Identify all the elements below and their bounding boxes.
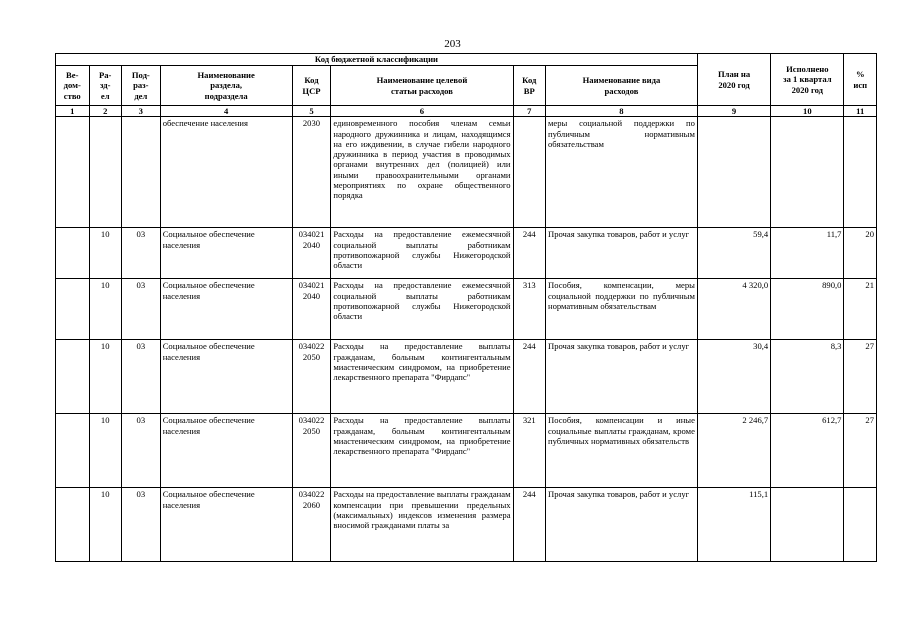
cell-target-article: Расходы на предоставление выплаты гражданам, больным контингентальным миастеническим синдромом, на приобретение лекарственного препарата "Фирдапс" — [331, 340, 513, 414]
cell-subsection: 03 — [121, 279, 160, 340]
cell-subsection — [121, 117, 160, 228]
cell-target-article: единовременного пособия членам семьи народного дружинника и лицам, находящимся на его иждивении, в случае гибели народного дружинника в период участия в проводимых органами внутренних дел (полицией) или иными правоохранительными органами мероприятиях по охране общественного порядка — [331, 117, 513, 228]
page-number: 203 — [444, 38, 461, 50]
column-number: 9 — [697, 106, 770, 117]
cell-csr-code: 034021 2040 — [292, 279, 331, 340]
cell-executed: 890,0 — [771, 279, 844, 340]
table-row — [56, 488, 877, 562]
cell-expense-type: Пособия, компенсации и иные социальные выплаты гражданам, кроме публичных нормативных обязательств — [545, 414, 697, 488]
header-plan — [697, 54, 770, 106]
column-number: 10 — [771, 106, 844, 117]
cell-plan — [697, 117, 770, 228]
cell-department — [56, 488, 90, 562]
cell-csr-code: 034022 2050 — [292, 414, 331, 488]
cell-section-name: Социальное обеспечение населения — [160, 414, 292, 488]
cell-percent — [844, 117, 877, 228]
cell-vr-code: 313 — [513, 279, 545, 340]
cell-subsection: 03 — [121, 488, 160, 562]
budget-classification-header: Код бюджетной классификации — [56, 54, 698, 66]
header-section-name-label: Наименование раздела, подраздела — [197, 70, 255, 101]
cell-csr-code: 034022 2050 — [292, 340, 331, 414]
header-target-article-label: Наименование целевой статьи расходов — [376, 75, 468, 96]
header-target-article — [331, 66, 513, 106]
cell-executed — [771, 117, 844, 228]
table-row — [56, 340, 877, 414]
cell-percent: 21 — [844, 279, 877, 340]
table-row — [56, 414, 877, 488]
column-number: 5 — [292, 106, 331, 117]
cell-target-article: Расходы на предоставление выплаты гражданам, больным контингентальным миастеническим синдромом, на приобретение лекарственного препарата "Фирдапс" — [331, 414, 513, 488]
cell-vr-code: 244 — [513, 488, 545, 562]
header-section-label: Ра- зд- ел — [99, 70, 112, 101]
cell-section — [89, 117, 121, 228]
header-plan-label: План на 2020 год — [717, 69, 751, 90]
header-vr-code — [513, 66, 545, 106]
cell-section-name: Социальное обеспечение населения — [160, 279, 292, 340]
header-subsection-label: Под- раз- дел — [131, 70, 150, 101]
cell-target-article: Расходы на предоставление выплаты гражданам компенсации при превышении предельных (максимальных) индексов изменения размера вносимой гражданами платы за — [331, 488, 513, 562]
cell-executed: 612,7 — [771, 414, 844, 488]
cell-section: 10 — [89, 279, 121, 340]
cell-plan: 115,1 — [697, 488, 770, 562]
cell-expense-type: Прочая закупка товаров, работ и услуг — [545, 488, 697, 562]
header-section-name — [160, 66, 292, 106]
column-number: 3 — [121, 106, 160, 117]
cell-executed: 8,3 — [771, 340, 844, 414]
cell-section-name: Социальное обеспечение населения — [160, 488, 292, 562]
cell-csr-code: 2030 — [292, 117, 331, 228]
cell-department — [56, 414, 90, 488]
cell-percent: 27 — [844, 414, 877, 488]
header-executed — [771, 54, 844, 106]
header-section — [89, 66, 121, 106]
cell-section-name: Социальное обеспечение населения — [160, 340, 292, 414]
column-number: 4 — [160, 106, 292, 117]
cell-section-name: Социальное обеспечение населения — [160, 228, 292, 279]
cell-section: 10 — [89, 414, 121, 488]
header-department — [56, 66, 90, 106]
cell-percent: 27 — [844, 340, 877, 414]
cell-department — [56, 117, 90, 228]
cell-percent: 20 — [844, 228, 877, 279]
cell-target-article: Расходы на предоставление ежемесячной социальной выплаты работникам противопожарной службы Нижегородской области — [331, 279, 513, 340]
cell-percent — [844, 488, 877, 562]
header-csr-code-label: Код ЦСР — [302, 75, 321, 96]
column-number: 2 — [89, 106, 121, 117]
cell-expense-type: Прочая закупка товаров, работ и услуг — [545, 340, 697, 414]
cell-target-article: Расходы на предоставление ежемесячной социальной выплаты работникам противопожарной службы Нижегородской области — [331, 228, 513, 279]
table-row — [56, 228, 877, 279]
cell-executed: 11,7 — [771, 228, 844, 279]
header-vr-code-label: Код ВР — [522, 75, 537, 96]
cell-csr-code: 034022 2060 — [292, 488, 331, 562]
header-csr-code — [292, 66, 331, 106]
cell-subsection: 03 — [121, 340, 160, 414]
header-department-label: Ве- дом- ство — [63, 70, 81, 101]
table-row — [56, 279, 877, 340]
cell-section: 10 — [89, 340, 121, 414]
column-number: 6 — [331, 106, 513, 117]
header-percent-label: % исп — [853, 69, 868, 90]
cell-plan: 4 320,0 — [697, 279, 770, 340]
header-percent — [844, 54, 877, 106]
cell-vr-code — [513, 117, 545, 228]
budget-execution-table — [55, 53, 877, 562]
cell-subsection: 03 — [121, 414, 160, 488]
table-row — [56, 117, 877, 228]
cell-plan: 59,4 — [697, 228, 770, 279]
cell-department — [56, 228, 90, 279]
cell-plan: 30,4 — [697, 340, 770, 414]
cell-subsection: 03 — [121, 228, 160, 279]
cell-expense-type: меры социальной поддержки по публичным нормативным обязательствам — [545, 117, 697, 228]
cell-department — [56, 279, 90, 340]
cell-csr-code: 034021 2040 — [292, 228, 331, 279]
cell-section: 10 — [89, 228, 121, 279]
cell-vr-code: 244 — [513, 340, 545, 414]
column-number: 1 — [56, 106, 90, 117]
cell-vr-code: 321 — [513, 414, 545, 488]
cell-plan: 2 246,7 — [697, 414, 770, 488]
cell-department — [56, 340, 90, 414]
cell-section-name: обеспечение населения — [160, 117, 292, 228]
column-number: 7 — [513, 106, 545, 117]
header-expense-type-label: Наименование вида расходов — [582, 75, 661, 96]
column-number: 8 — [545, 106, 697, 117]
header-expense-type — [545, 66, 697, 106]
cell-executed — [771, 488, 844, 562]
column-number: 11 — [844, 106, 877, 117]
cell-expense-type: Прочая закупка товаров, работ и услуг — [545, 228, 697, 279]
header-executed-label: Исполнено за 1 квартал 2020 год — [783, 64, 832, 95]
cell-section: 10 — [89, 488, 121, 562]
cell-expense-type: Пособия, компенсации, меры социальной поддержки по публичным нормативным обязательствам — [545, 279, 697, 340]
header-subsection — [121, 66, 160, 106]
cell-vr-code: 244 — [513, 228, 545, 279]
